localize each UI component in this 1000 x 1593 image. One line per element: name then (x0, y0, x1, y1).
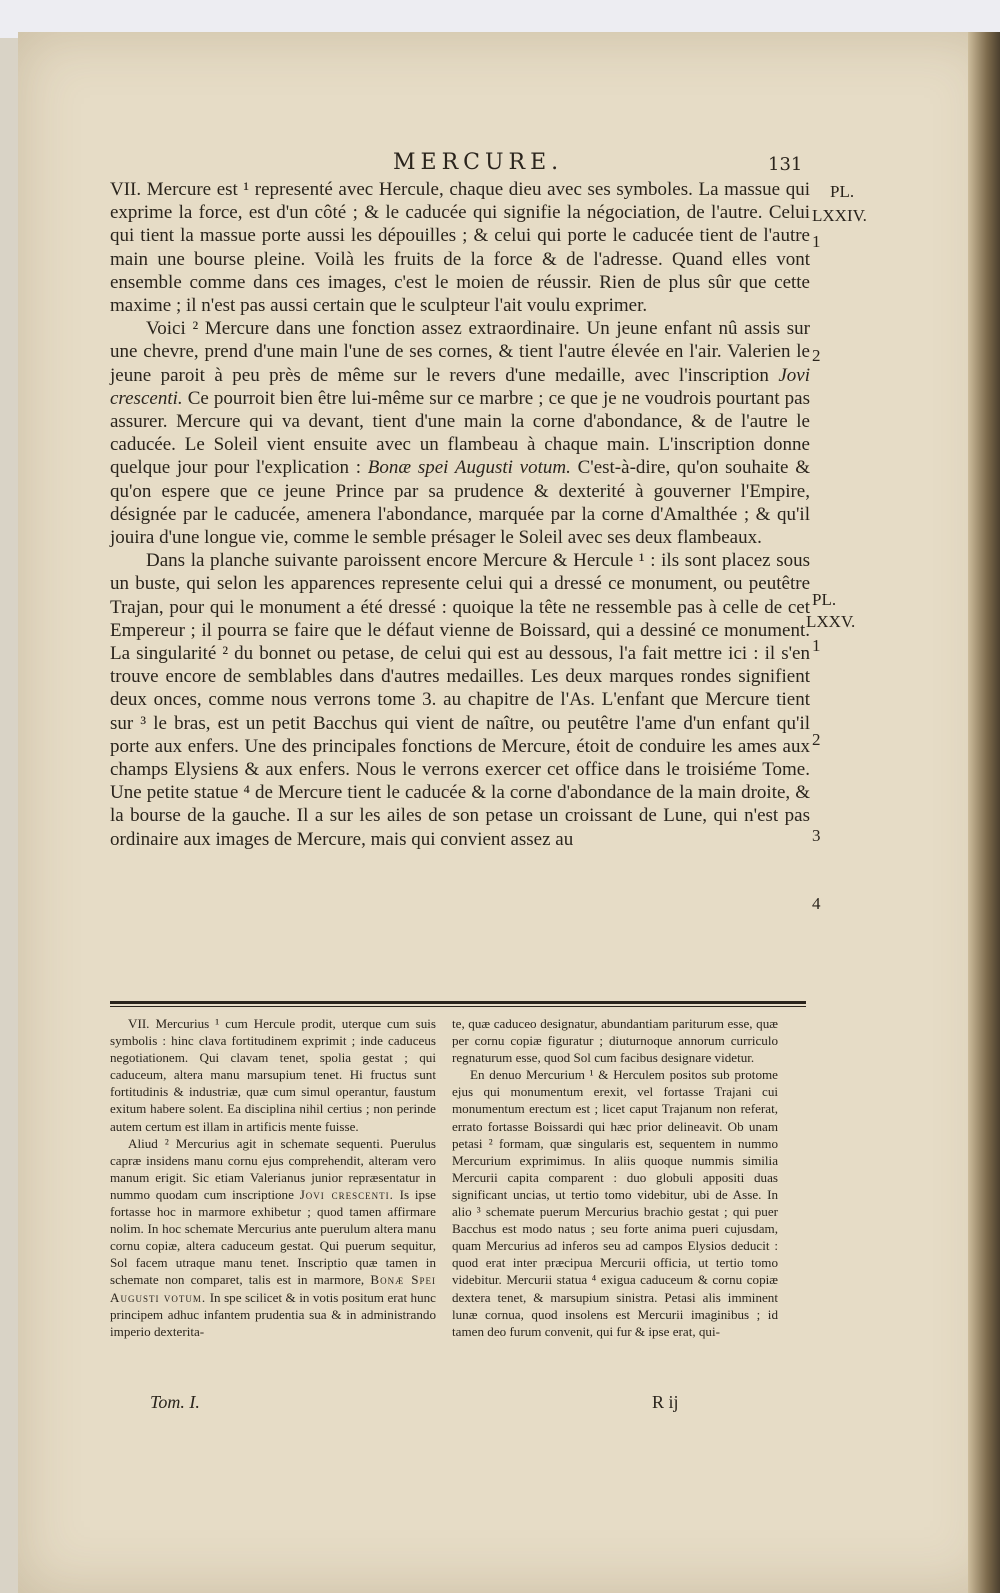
signature-mark: R ij (652, 1392, 679, 1412)
paragraph-text: Voici ² Mercure dans une fonction assez extraordinaire. Un jeune enfant nû assis sur une chevre, prend d'une main l'une de ses cornes, & tient l'autre élevée en l'air. Valerien le jeune paroit à peu près de même sur le revers d'une medaille, avec l'inscription (110, 318, 810, 386)
margin-note-marker: 2 (812, 346, 821, 365)
inscription-bonae-spei: Bonæ spei Augusti votum. (367, 457, 571, 479)
paragraph-planche: Dans la planche suivante paroissent encore Mercure & Hercule ¹ : ils sont placez sous un buste, qui selon les apparences represente celui qui a dressé ce monument, ou peutêtre Trajan, pour qui le monument a été dressé : quoique la tête ne ressemble pas à celle de cet Empereur ; il pourra se faire que le défaut vienne de Boissard, qui a dessiné ce monument. La singularité ² du bonnet ou petase, de celui qui est au dessous, l'a fait mettre ici : il s'en trouve encore de semblables dans d'autres medailles. Les deux marques rondes signifient deux onces, comme nous verrons tome 3. au chapitre de l'As. L'enfant que Mercure tient sur ³ le bras, est un petit Bacchus qui vient de naître, ou peutêtre l'ame d'un enfant qu'il porte aux enfers. Une des principales fonctions de Mercure, étoit de conduire les ames aux champs Elysiens & aux enfers. Nous le verrons exercer cet office dans le troisiéme Tome. Une petite statue ⁴ de Mercure tient le caducée & la corne d'abondance de la main droite, & la bourse de la gauche. Il a sur les ailes de son petase un croissant de Lune, qui n'est pas ordinaire aux images de Mercure, mais qui convient assez au (110, 550, 810, 850)
latin-note: En denuo Mercurium ¹ & Herculem positos sub protome ejus qui monumentum erexit, vel fortasse Trajani cui monumentum erectum est ; licet caput Trajanum non referat, errato fortasse Boissardi qui hæc prior delineavit. Ob unam petasi ² formam, quæ singularis est, sequentem in nummo Mercurium exprimimus. In aliis quoque nummis similia Mercurii capita comparent : duo globuli appositi duas significant uncias, ut tertio tomo videbitur, ubi de Asse. In alio ³ schemate puerum Mercurius brachio gestat ; qui puer Bacchus est modo natus ; seu forte anima pueri cujusdam, quam Mercurius ad inferos seu ad campos Elysios deducit : quod erat inter præcipua Mercurii officia, ut tertio tomo videbitur. Mercurii statua ⁴ exigua caduceum & cornu copiæ dextera tenet, & marsupium sinistra. Petasi alis imminent lunæ cornua, quod insolens est Mercurii imaginibus ; id tamen deo furum convenit, qui fur & ipse erat, qui- (452, 1067, 778, 1339)
margin-note-marker: 4 (812, 894, 821, 913)
note-text: Aliud ² Mercurius agit in schemate sequenti. Puerulus capræ insidens manu cornu ejus comprehendit, alteram vero manum erigit. Sic etiam Valerianus junior repræsentatur in nummo quodam cum inscriptione (110, 1135, 436, 1202)
book-spine (968, 32, 1000, 1593)
margin-note-marker: 1 (812, 232, 821, 251)
paragraph-text: C'est-à-dire, qu'on souhaite & qu'on espere que ce jeune Prince par sa prudence & dexterité à gouverner l'Empire, désignée par le caducée, amenera l'abondance, marquée par la corne d'Amalthée ; & qu'il jouira d'une longue vie, comme le semble présager le Soleil avec ses deux flambeaux. (110, 457, 810, 549)
inscription-jovi-latin: Jovi crescenti. (299, 1186, 394, 1202)
paragraph-voici (110, 317, 810, 549)
paragraph-text: Ce pourroit bien être lui-même sur ce marbre ; ce que je ne voudrois pourtant pas assurer. Mercure qui va devant, tient d'une main la corne d'abondance, & de l'autre le caducée. Le Soleil vient ensuite avec un flambeau à chaque main. L'inscription donne quelque jour pour l'explication : (110, 387, 810, 479)
latin-note: VII. Mercurius ¹ cum Hercule prodit, uterque cum suis symbolis : hinc clava fortitudinem exprimit ; inde caduceus negotiationem. Qui clavam tenet, spolia gestat ; qui caduceum, altera manu marsupium tenet. Hi fructus sunt fortitudinis & industriæ, quæ cum simul operantur, faustum exitum habere solent. Ea disciplina nihil certius ; non perinde autem certum est illam in artificis mente fuisse. (110, 1016, 436, 1134)
latin-notes-left-column (110, 1015, 436, 1340)
running-head: MERCURE. (393, 150, 564, 175)
latin-note: te, quæ caduceo designatur, abundantiam pariturum esse, quæ per cornu copiæ figuratur ; diuturnoque annorum curriculo regnaturum esse, quod Sol cum facibus designare videtur. (452, 1016, 778, 1066)
inscription-bonae-spei-latin: Bonæ Spei Augusti votum. (110, 1272, 437, 1305)
volume-signature: Tom. I. (150, 1392, 200, 1412)
margin-note-marker: 1 (812, 636, 821, 655)
margin-plate-label: PL. (812, 590, 837, 609)
margin-plate-number: LXXIV. (812, 206, 867, 225)
paragraph-vii: VII. Mercure est ¹ representé avec Hercule, chaque dieu avec ses symboles. La massue qui exprime la force, est d'un côté ; & le caducée qui signifie la négociation, de l'autre. Celui qui tient la massue porte aussi les dépouilles ; & celui qui porte le caducée tient de l'autre main une bourse pleine. Voilà les fruits de la force & de l'adresse. Quand elles vont ensemble comme dans ces images, c'est le moien de réussir. Rien de plus sûr que cette maxime ; il n'est pas aussi certain que le sculpteur l'ait voulu exprimer. (110, 179, 810, 317)
main-text (110, 178, 810, 851)
note-text: In spe scilicet & in votis positum erat hunc principem adhuc infantem prudentia sua & in administrando imperio dexterita- (110, 1289, 436, 1339)
latin-notes-right-column (452, 1015, 778, 1340)
margin-plate-number: LXXV. (806, 612, 856, 631)
margin-plate-label: PL. (830, 182, 855, 201)
note-text: Is ipse fortasse hoc in marmore exhibetur ; quod tamen affirmare nolim. In hoc schemate Mercurius ante puerulum altera manu cornu copiæ, altera caduceum gestat. Qui puerum sequitur, Sol facem utraque manu tenet. Inscriptio quæ tamen in schemate non comparet, talis est in marmore, (110, 1186, 436, 1288)
inscription-jovi: Jovi crescenti. (110, 364, 811, 409)
footnote-rule-thin (110, 1006, 806, 1007)
margin-note-marker: 3 (812, 826, 821, 845)
latin-note (110, 1135, 436, 1340)
page-number: 131 (768, 154, 803, 175)
margin-note-marker: 2 (812, 730, 821, 749)
footnote-rule (110, 1001, 806, 1004)
